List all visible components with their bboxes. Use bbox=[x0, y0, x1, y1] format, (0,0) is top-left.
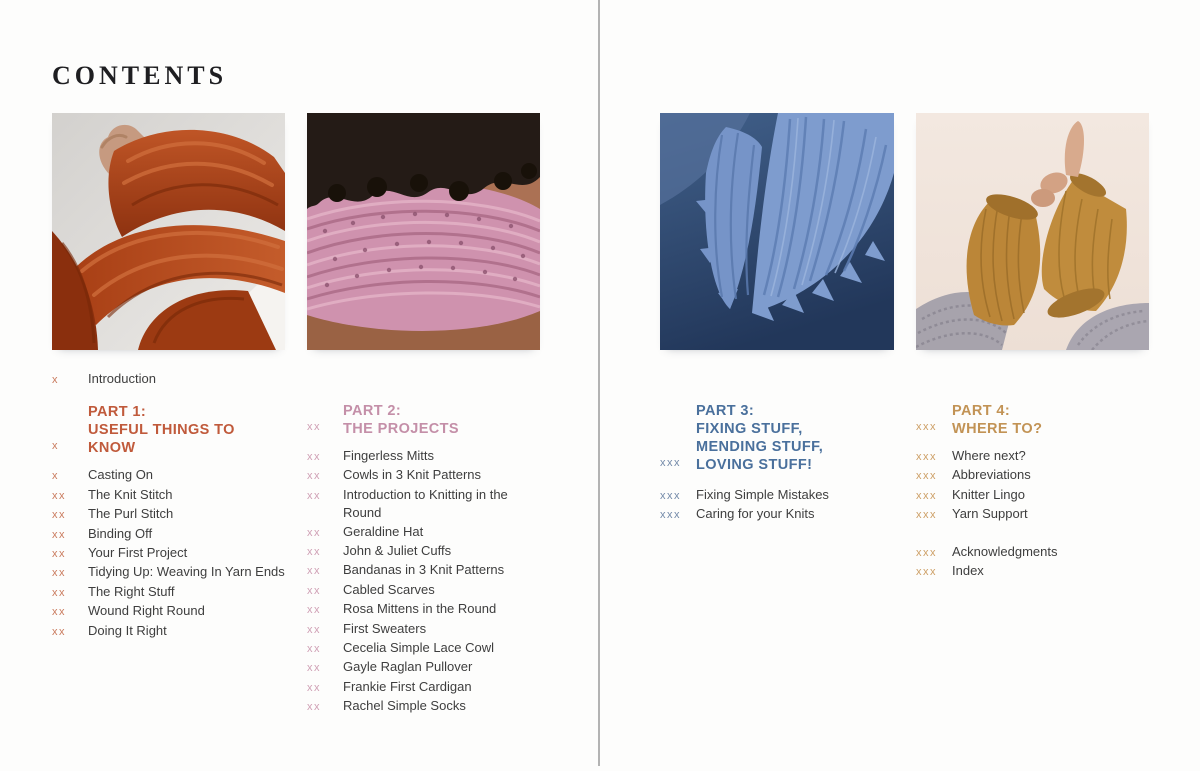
toc-entry-label: Bandanas in 3 Knit Patterns bbox=[343, 562, 505, 578]
page-gutter-divider bbox=[598, 0, 600, 766]
toc-entry bbox=[916, 466, 1149, 485]
page-number: xxx bbox=[660, 490, 681, 502]
page-number: xx bbox=[307, 584, 321, 597]
toc-entry bbox=[52, 622, 285, 641]
toc-entry-label: Introduction bbox=[88, 371, 156, 386]
toc-entry-label: The Knit Stitch bbox=[88, 486, 173, 502]
toc-entry-label: Your First Project bbox=[88, 545, 188, 561]
page-number: xx bbox=[307, 451, 321, 463]
photo-rust-cabled-scarf bbox=[52, 113, 285, 350]
toc-entry-label: John & Juliet Cuffs bbox=[343, 543, 452, 559]
part4-heading bbox=[916, 402, 1149, 438]
toc-entry-label: Geraldine Hat bbox=[343, 523, 424, 539]
toc-entry-label: Tidying Up: Weaving In Yarn Ends bbox=[88, 564, 285, 580]
page-number: xx bbox=[307, 701, 321, 714]
toc-entry-label: Wound Right Round bbox=[88, 603, 205, 619]
part2-items bbox=[307, 447, 540, 717]
part4-back-matter-items bbox=[916, 543, 1149, 582]
photo-pink-lace-cowl bbox=[307, 113, 540, 350]
toc-entry-label: First Sweaters bbox=[343, 620, 427, 636]
page-number: xx bbox=[52, 567, 66, 580]
page-number: xxx bbox=[916, 470, 937, 483]
part1-heading-text: PART 1: USEFUL THINGS TO KNOW bbox=[88, 404, 235, 457]
page-number: xx bbox=[52, 586, 66, 599]
toc-entry bbox=[660, 505, 894, 524]
toc-entry-label: Yarn Support bbox=[952, 506, 1028, 522]
toc-entry bbox=[307, 561, 540, 580]
page-number: xx bbox=[307, 489, 321, 502]
toc-entry bbox=[52, 544, 285, 563]
toc-entry bbox=[660, 486, 894, 505]
part3-heading-text: PART 3: FIXING STUFF, MENDING STUFF, LOVING STUFF! bbox=[696, 403, 824, 473]
toc-entry bbox=[307, 523, 540, 542]
toc-entry bbox=[916, 505, 1149, 524]
toc-entry bbox=[52, 370, 285, 389]
toc-entry bbox=[307, 466, 540, 485]
photo-blue-knit-collar bbox=[660, 113, 894, 350]
part4-items bbox=[916, 447, 1149, 525]
page-number: xxx bbox=[916, 509, 937, 522]
toc-entry bbox=[307, 620, 540, 639]
column-part3 bbox=[660, 113, 894, 525]
toc-entry bbox=[307, 600, 540, 619]
toc-entry-label: Casting On bbox=[88, 467, 154, 483]
page-title: CONTENTS bbox=[52, 61, 228, 91]
toc-entry bbox=[52, 466, 285, 485]
part1-heading bbox=[52, 403, 285, 457]
toc-entry bbox=[307, 639, 540, 658]
page-number: xxx bbox=[660, 509, 681, 522]
page-number: xx bbox=[307, 546, 321, 559]
part2-heading bbox=[307, 402, 540, 438]
page-number: x bbox=[52, 374, 59, 386]
toc-entry-label: Fingerless Mitts bbox=[343, 448, 435, 463]
toc-entry-label: Frankie First Cardigan bbox=[343, 678, 472, 694]
toc-entry-label: The Right Stuff bbox=[88, 583, 175, 599]
page-number: xxx bbox=[916, 451, 937, 463]
toc-entry bbox=[52, 486, 285, 505]
page-number: xx bbox=[52, 548, 66, 561]
page-number: xxx bbox=[660, 456, 681, 469]
toc-entry bbox=[307, 678, 540, 697]
toc-entry-label: The Purl Stitch bbox=[88, 506, 174, 522]
column-part2 bbox=[307, 113, 540, 717]
part3-heading bbox=[660, 402, 894, 474]
page-number: xx bbox=[307, 662, 321, 675]
page-number: xxx bbox=[916, 566, 937, 579]
toc-entry-label: Abbreviations bbox=[952, 467, 1031, 483]
toc-entry-label: Cowls in 3 Knit Patterns bbox=[343, 467, 482, 483]
toc-entry bbox=[307, 542, 540, 561]
column-part1 bbox=[52, 113, 285, 641]
toc-entry-label: Cabled Scarves bbox=[343, 581, 435, 597]
page-number: x bbox=[52, 440, 59, 452]
page-number: xx bbox=[52, 528, 66, 541]
page-number: xxx bbox=[916, 546, 937, 559]
photo-mustard-fingerless-mitts bbox=[916, 113, 1149, 350]
page-number: xxx bbox=[916, 420, 937, 433]
page-number: xx bbox=[52, 509, 66, 522]
part3-items bbox=[660, 486, 894, 525]
toc-entry bbox=[307, 447, 540, 466]
page-number: xxx bbox=[916, 489, 937, 502]
part4-heading-text: PART 4: WHERE TO? bbox=[952, 403, 1043, 437]
toc-entry-label: Binding Off bbox=[88, 525, 153, 541]
toc-entry bbox=[916, 543, 1149, 562]
page-number: xx bbox=[52, 489, 66, 502]
toc-entry-label: Gayle Raglan Pullover bbox=[343, 659, 473, 675]
toc-entry-label: Caring for your Knits bbox=[696, 506, 815, 522]
toc-entry bbox=[307, 486, 540, 523]
page-number: xx bbox=[307, 526, 321, 539]
part1-items bbox=[52, 466, 285, 641]
page-number: xx bbox=[52, 606, 66, 619]
toc-entry-label: Rachel Simple Socks bbox=[343, 698, 466, 714]
page-number: xx bbox=[307, 420, 321, 433]
toc-entry-label: Doing It Right bbox=[88, 622, 167, 638]
page-number: xx bbox=[307, 604, 321, 617]
page-number: xx bbox=[307, 565, 321, 578]
toc-entry bbox=[52, 602, 285, 621]
toc-entry-label: Where next? bbox=[952, 448, 1026, 463]
toc-entry-label: Rosa Mittens in the Round bbox=[343, 601, 497, 617]
page-number: xx bbox=[307, 623, 321, 636]
toc-entry bbox=[916, 486, 1149, 505]
toc-entry bbox=[52, 563, 285, 582]
toc-entry bbox=[307, 581, 540, 600]
toc-entry-label: Cecelia Simple Lace Cowl bbox=[343, 640, 495, 656]
page-number: xx bbox=[307, 470, 321, 483]
toc-entry bbox=[307, 658, 540, 677]
toc-entry bbox=[916, 447, 1149, 466]
page-number: xx bbox=[307, 681, 321, 694]
page-number: xx bbox=[307, 643, 321, 656]
toc-entry-label: Acknowledgments bbox=[952, 543, 1058, 559]
toc-entry-label: Fixing Simple Mistakes bbox=[696, 487, 829, 502]
toc-entry-label: Knitter Lingo bbox=[952, 486, 1025, 502]
toc-entry bbox=[52, 505, 285, 524]
column-part4 bbox=[916, 113, 1149, 581]
toc-entry bbox=[307, 697, 540, 716]
toc-entry-label: Introduction to Knitting in the Round bbox=[343, 486, 508, 521]
toc-entry bbox=[52, 525, 285, 544]
page-number: xx bbox=[52, 625, 66, 638]
part2-heading-text: PART 2: THE PROJECTS bbox=[343, 403, 459, 437]
toc-entry bbox=[916, 562, 1149, 581]
page-number: x bbox=[52, 470, 59, 483]
toc-entry bbox=[52, 583, 285, 602]
toc-entry-label: Index bbox=[952, 563, 984, 579]
